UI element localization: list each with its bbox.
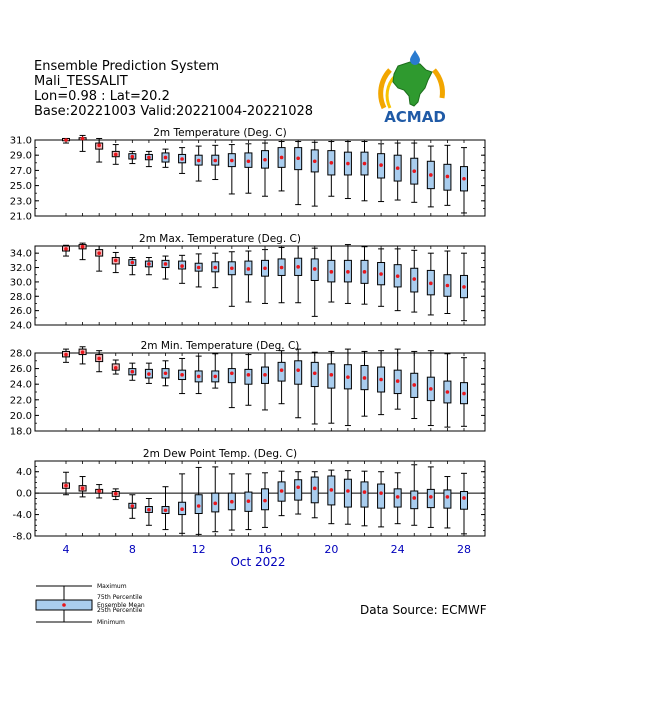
mean-point-3-28	[462, 496, 466, 500]
mean-point-0-23	[379, 163, 383, 167]
x-tick-label-5: 24	[390, 543, 405, 556]
mean-point-2-9	[147, 372, 151, 376]
header-line-1: Ensemble Prediction System	[34, 59, 220, 74]
x-tick-label-6: 28	[457, 543, 471, 556]
mean-point-1-19	[313, 267, 317, 271]
mean-point-0-13	[213, 159, 217, 163]
mean-point-3-10	[164, 508, 168, 512]
mean-point-2-18	[296, 368, 300, 372]
box-2-15	[245, 369, 252, 384]
box-3-27	[444, 490, 451, 508]
mean-point-3-9	[147, 508, 151, 512]
box-3-12	[195, 495, 202, 514]
box-3-23	[378, 484, 385, 508]
y-tick-label-3-3: -8.0	[12, 531, 32, 543]
y-tick-label-2-2: 24.0	[9, 379, 32, 391]
box-3-28	[461, 492, 468, 510]
mean-point-3-11	[180, 507, 184, 511]
mean-point-1-12	[197, 266, 201, 270]
x-tick-label-4: 20	[324, 543, 339, 556]
acmad-logo-text: ACMAD	[384, 108, 446, 126]
mean-point-3-12	[197, 504, 201, 508]
box-3-18	[295, 480, 302, 500]
mean-point-1-7	[114, 259, 118, 263]
mean-point-0-17	[280, 156, 284, 160]
mean-point-1-15	[247, 267, 251, 271]
mean-point-0-14	[230, 159, 234, 163]
y-tick-label-1-2: 30.0	[9, 277, 32, 289]
legend-label-2: Ensemble Mean	[97, 602, 145, 609]
mean-point-3-15	[247, 499, 251, 503]
y-tick-label-1-1: 32.0	[9, 263, 32, 275]
x-axis-label: Oct 2022	[230, 555, 286, 569]
mean-point-0-8	[131, 155, 135, 159]
mean-point-0-18	[296, 156, 300, 160]
y-tick-label-1-4: 26.0	[9, 306, 32, 318]
mean-point-1-18	[296, 265, 300, 269]
mean-point-2-12	[197, 375, 201, 379]
mean-point-2-7	[114, 366, 118, 370]
header-base-valid: Base:20221003 Valid:20221004-20221028	[34, 104, 314, 119]
mean-point-2-22	[363, 376, 367, 380]
y-tick-label-0-5: 21.0	[9, 211, 32, 223]
y-tick-label-1-5: 24.0	[9, 320, 32, 332]
y-tick-label-0-0: 31.0	[9, 135, 32, 147]
box-3-25	[411, 491, 418, 509]
mean-point-1-14	[230, 266, 234, 270]
y-tick-label-3-2: -4.0	[12, 510, 32, 522]
panel-title-2: 2m Min. Temperature (Deg. C)	[140, 340, 300, 352]
mean-point-3-22	[363, 490, 367, 494]
mean-point-2-6	[97, 357, 101, 361]
mean-point-2-5	[81, 350, 85, 354]
mean-point-2-27	[446, 390, 450, 394]
mean-point-1-28	[462, 285, 466, 289]
legend-label-3: 25th Percentile	[97, 607, 143, 614]
panel-title-0: 2m Temperature (Deg. C)	[153, 127, 287, 139]
y-tick-label-0-1: 29.0	[9, 150, 32, 162]
mean-point-1-8	[131, 261, 135, 265]
mean-point-3-25	[412, 496, 416, 500]
mean-point-2-11	[180, 373, 184, 377]
mean-point-2-28	[462, 392, 466, 396]
y-tick-label-2-3: 22.0	[9, 395, 32, 407]
mean-point-3-17	[280, 489, 284, 493]
mean-point-1-11	[180, 264, 184, 268]
y-tick-label-0-3: 25.0	[9, 181, 32, 193]
mean-point-0-27	[446, 175, 450, 179]
mean-point-2-14	[230, 371, 234, 375]
mean-point-1-26	[429, 282, 433, 286]
mean-point-1-5	[81, 245, 85, 249]
x-tick-label-2: 12	[191, 543, 206, 556]
y-tick-label-3-0: 4.0	[16, 467, 32, 479]
mean-point-0-4	[64, 138, 68, 142]
mean-point-1-9	[147, 262, 151, 266]
mean-point-2-25	[412, 383, 416, 387]
y-tick-label-2-4: 20.0	[9, 410, 32, 422]
box-3-21	[344, 479, 351, 507]
mean-point-3-24	[396, 495, 400, 499]
mean-point-2-17	[280, 368, 284, 372]
mean-point-2-10	[164, 371, 168, 375]
mean-point-0-26	[429, 173, 433, 177]
panel-title-3: 2m Dew Point Temp. (Deg. C)	[142, 448, 298, 460]
header-coordinates: Lon=0.98 : Lat=20.2	[34, 89, 170, 104]
mean-point-0-16	[263, 158, 267, 162]
mean-point-2-4	[64, 353, 68, 357]
mean-point-2-26	[429, 387, 433, 391]
mean-point-3-26	[429, 495, 433, 499]
mean-point-3-13	[213, 502, 217, 506]
mean-point-1-6	[97, 251, 101, 255]
mean-point-1-21	[346, 270, 350, 274]
y-tick-label-1-0: 34.0	[9, 248, 32, 260]
mean-point-0-22	[363, 162, 367, 166]
mean-point-2-21	[346, 375, 350, 379]
mean-point-1-24	[396, 274, 400, 278]
mean-point-2-13	[213, 375, 217, 379]
mean-point-3-14	[230, 500, 234, 504]
legend-mean-point	[62, 603, 66, 607]
header-station: Mali_TESSALIT	[34, 74, 128, 89]
mean-point-0-6	[97, 144, 101, 148]
mean-point-0-28	[462, 177, 466, 181]
y-tick-label-2-5: 18.0	[9, 426, 32, 438]
mean-point-0-21	[346, 162, 350, 166]
legend-label-0: Maximum	[97, 583, 127, 590]
mean-point-2-20	[330, 373, 334, 377]
mean-point-1-23	[379, 272, 383, 276]
mean-point-1-4	[64, 247, 68, 251]
mean-point-2-24	[396, 379, 400, 383]
x-tick-label-0: 4	[62, 543, 70, 556]
mean-point-2-15	[247, 373, 251, 377]
x-tick-label-1: 8	[128, 543, 136, 556]
mean-point-0-15	[247, 159, 251, 163]
mean-point-3-7	[114, 492, 118, 496]
mean-point-1-10	[164, 262, 168, 266]
mean-point-1-27	[446, 284, 450, 288]
mean-point-3-20	[330, 488, 334, 492]
box-3-22	[361, 482, 368, 507]
y-tick-label-2-0: 28.0	[9, 348, 32, 360]
mean-point-0-7	[114, 153, 118, 157]
mean-point-3-16	[263, 499, 267, 503]
data-source: Data Source: ECMWF	[360, 603, 487, 617]
mean-point-0-11	[180, 157, 184, 161]
mean-point-0-20	[330, 161, 334, 165]
mean-point-1-22	[363, 270, 367, 274]
box-2-18	[295, 361, 302, 384]
mean-point-2-23	[379, 378, 383, 382]
mean-point-1-17	[280, 266, 284, 270]
mean-point-2-16	[263, 373, 267, 377]
y-tick-label-0-2: 27.0	[9, 165, 32, 177]
mean-point-0-12	[197, 159, 201, 163]
mean-point-1-13	[213, 266, 217, 270]
mean-point-2-19	[313, 371, 317, 375]
mean-point-3-6	[97, 489, 101, 493]
y-tick-label-2-1: 26.0	[9, 364, 32, 376]
mean-point-2-8	[131, 370, 135, 374]
box-2-14	[228, 369, 235, 383]
mean-point-3-23	[379, 491, 383, 495]
mean-point-3-19	[313, 487, 317, 491]
mean-point-0-10	[164, 156, 168, 160]
mean-point-0-19	[313, 159, 317, 163]
mean-point-3-18	[296, 485, 300, 489]
mean-point-1-20	[330, 270, 334, 274]
panel-title-1: 2m Max. Temperature (Deg. C)	[139, 233, 301, 245]
mean-point-0-25	[412, 169, 416, 173]
legend-label-4: Minimum	[97, 619, 125, 626]
mean-point-3-4	[64, 484, 68, 488]
legend-label-1: 75th Percentile	[97, 594, 143, 601]
mean-point-3-8	[131, 504, 135, 508]
mean-point-0-5	[81, 137, 85, 141]
y-tick-label-1-3: 28.0	[9, 291, 32, 303]
y-tick-label-0-4: 23.0	[9, 196, 32, 208]
mean-point-1-25	[412, 277, 416, 281]
mean-point-1-16	[263, 266, 267, 270]
mean-point-3-21	[346, 489, 350, 493]
mean-point-0-24	[396, 166, 400, 170]
y-tick-label-3-1: 0.0	[16, 488, 32, 500]
x-tick-label-3: 16	[258, 543, 272, 556]
mean-point-0-9	[147, 156, 151, 160]
mean-point-3-27	[446, 495, 450, 499]
mean-point-3-5	[81, 487, 85, 491]
